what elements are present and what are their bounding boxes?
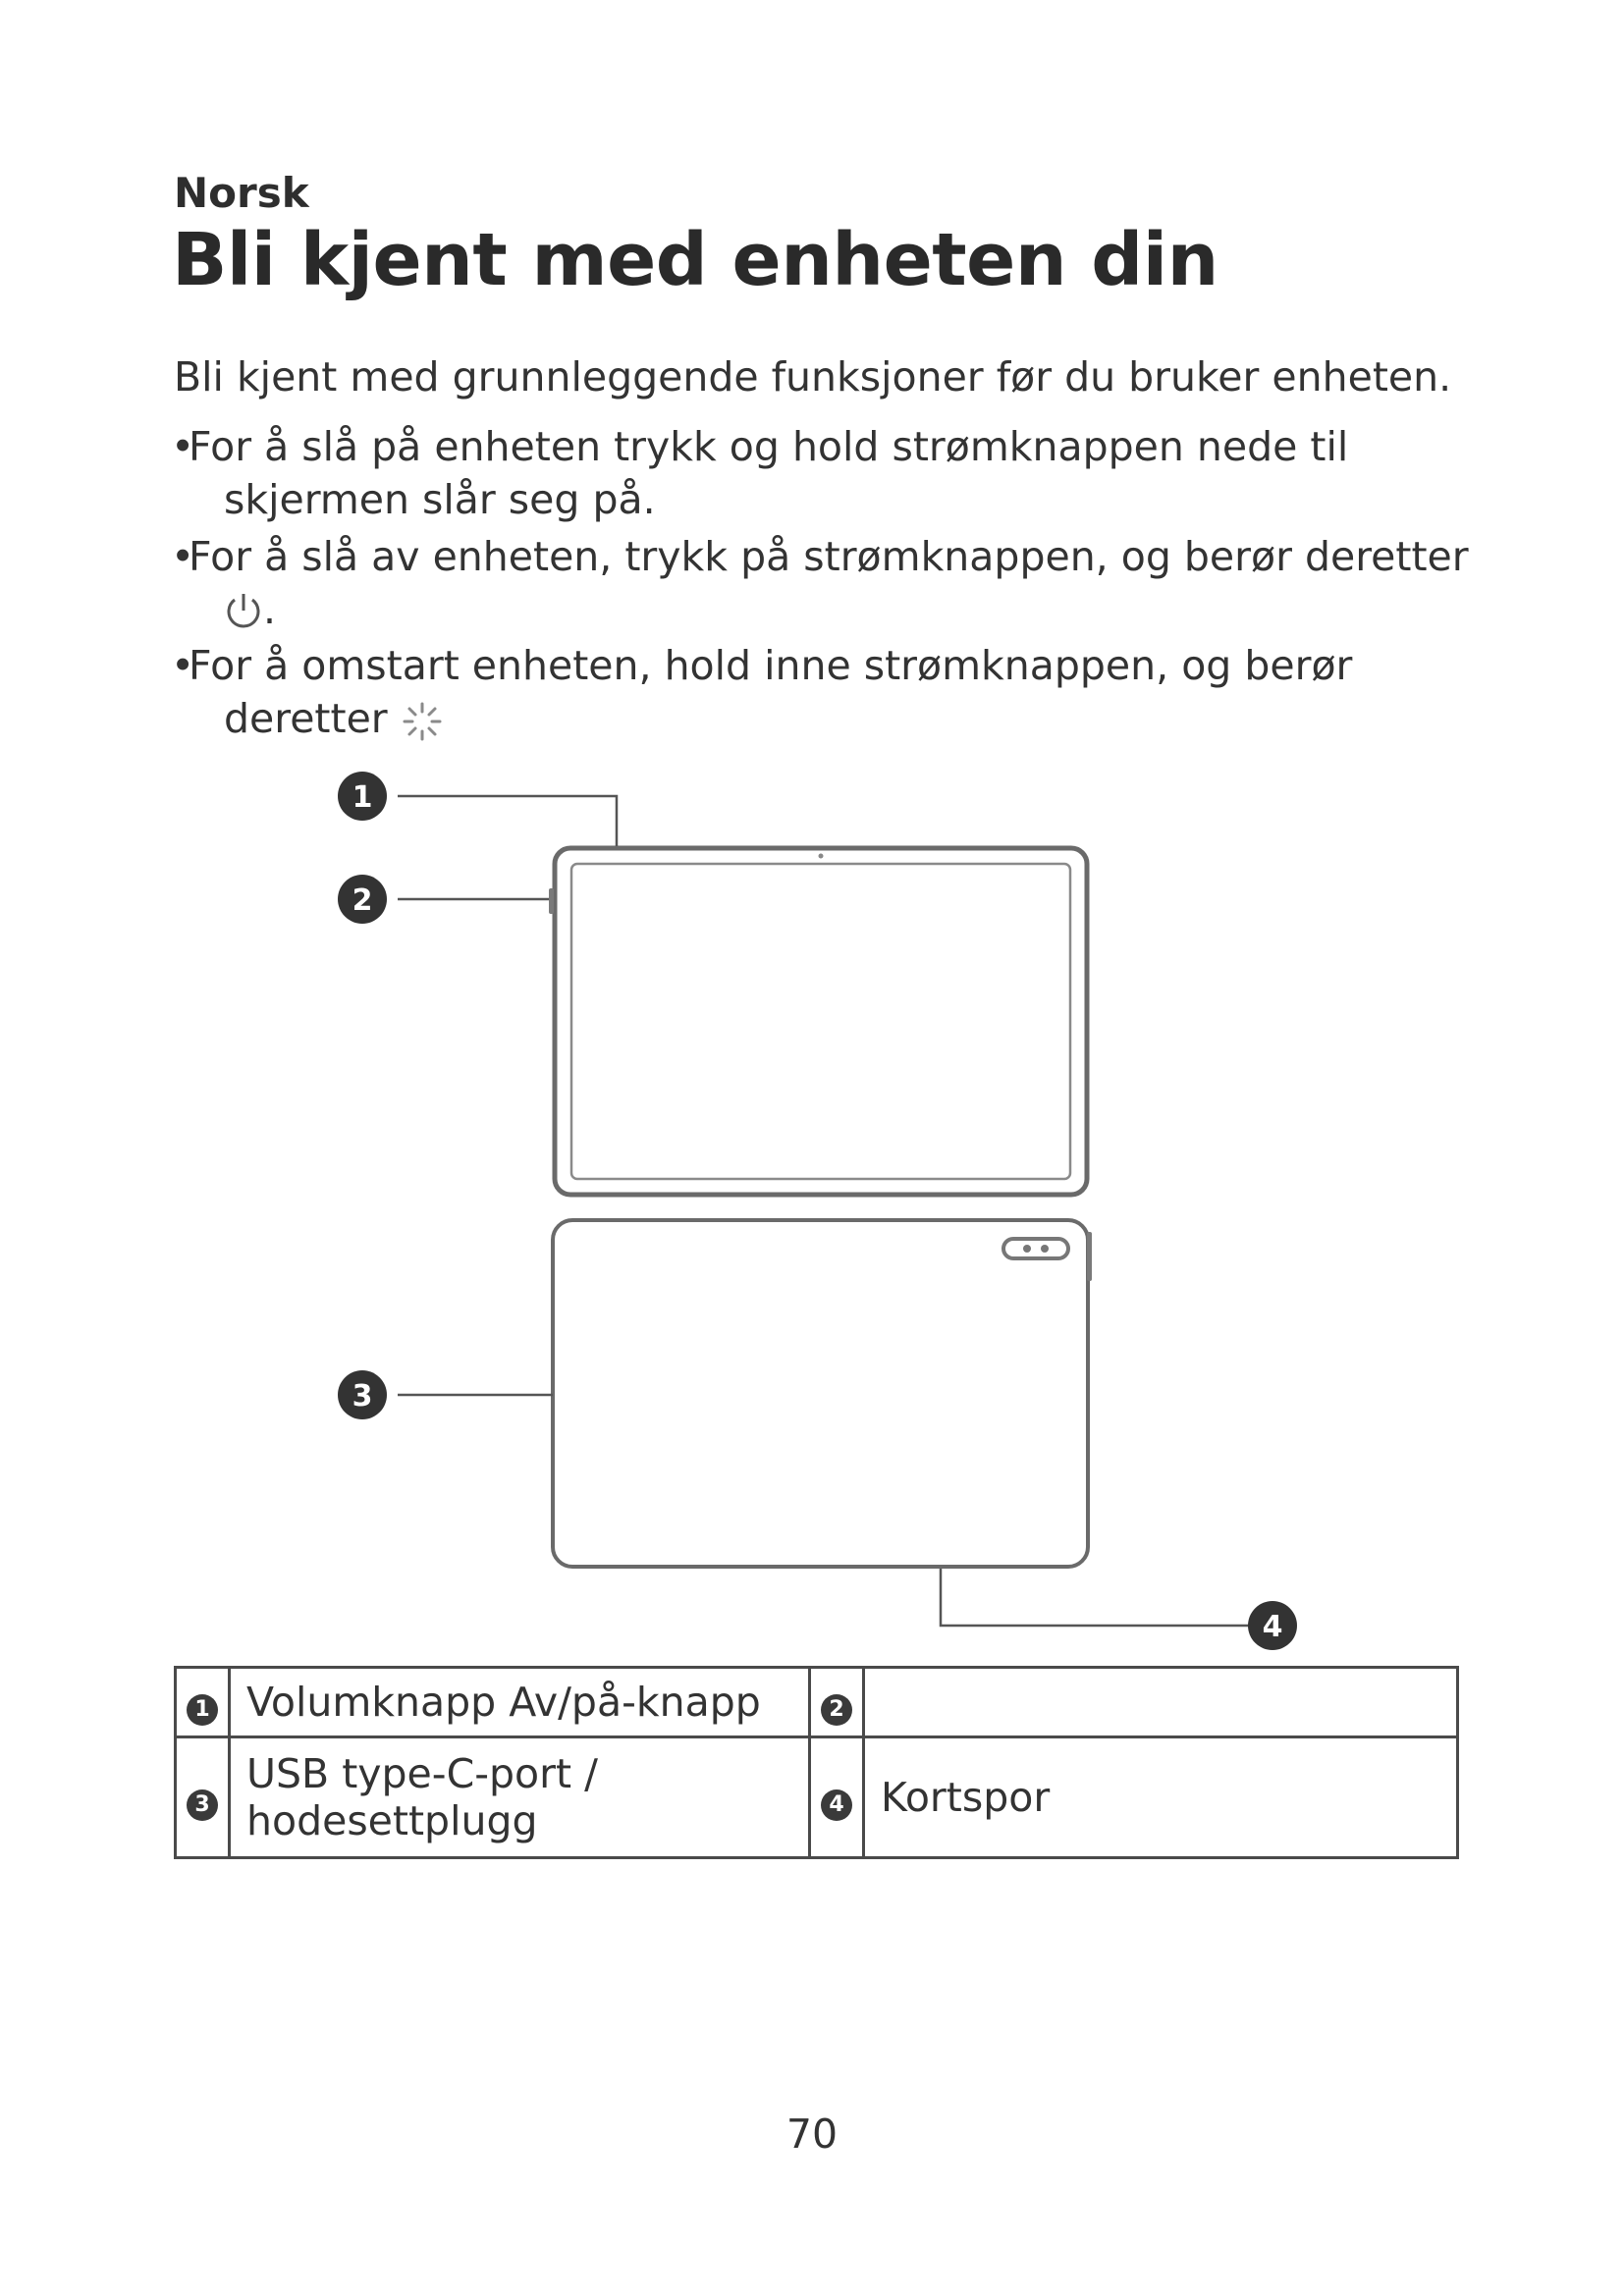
callout-line-4 — [941, 1569, 1255, 1626]
callout-line-1 — [398, 796, 617, 846]
callout-1 — [338, 772, 387, 821]
callout-2 — [338, 875, 387, 924]
legend-number-cell — [176, 1737, 230, 1858]
legend-label: Kortspor — [864, 1737, 1458, 1858]
callout-4-label: 4 — [1262, 1610, 1283, 1644]
legend-number-cell — [810, 1668, 864, 1737]
callout-3-label: 3 — [352, 1379, 373, 1414]
callout-4 — [1248, 1601, 1297, 1650]
page-number: 70 — [785, 2110, 839, 2158]
page-title: Bli kjent med enheten din — [172, 218, 1218, 302]
table-row — [176, 1668, 1458, 1737]
tablet-front — [549, 848, 1087, 1195]
table-row — [176, 1737, 1458, 1858]
legend-number: 2 — [821, 1694, 852, 1726]
bullet-text: deretter — [224, 695, 388, 742]
legend-number-cell — [810, 1737, 864, 1858]
language-label: Norsk — [174, 169, 309, 217]
legend-number: 4 — [821, 1789, 852, 1821]
tablet-back — [553, 1220, 1092, 1567]
bullet-text: For å slå på enheten trykk og hold strømknappen nede til — [189, 423, 1349, 470]
callout-2-label: 2 — [352, 883, 373, 918]
legend-number-cell — [176, 1668, 230, 1737]
bullet-dot: • — [171, 533, 195, 580]
callout-1-label: 1 — [352, 780, 373, 815]
bullet-dot: • — [171, 423, 195, 470]
bullet-dot: • — [171, 642, 195, 689]
callout-3 — [338, 1370, 387, 1419]
parts-legend-table — [174, 1666, 1459, 1859]
legend-label — [864, 1668, 1458, 1737]
legend-label-line: hodesettplugg — [246, 1797, 538, 1844]
intro-text: Bli kjent med grunnleggende funksjoner før du bruker enheten. — [174, 353, 1452, 400]
legend-label-line: USB type-C-port / — [246, 1750, 598, 1797]
bullet-text: For å slå av enheten, trykk på strømknappen, og berør deretter — [189, 533, 1469, 580]
legend-number: 1 — [187, 1694, 218, 1726]
legend-label — [230, 1737, 810, 1858]
period: . — [263, 586, 277, 633]
bullet-text: For å omstart enheten, hold inne strømknappen, og berør — [189, 642, 1353, 689]
legend-number: 3 — [187, 1789, 218, 1821]
bullet-text-continued: skjermen slår seg på. — [224, 476, 656, 523]
legend-label: Volumknapp Av/på-knapp — [230, 1668, 810, 1737]
